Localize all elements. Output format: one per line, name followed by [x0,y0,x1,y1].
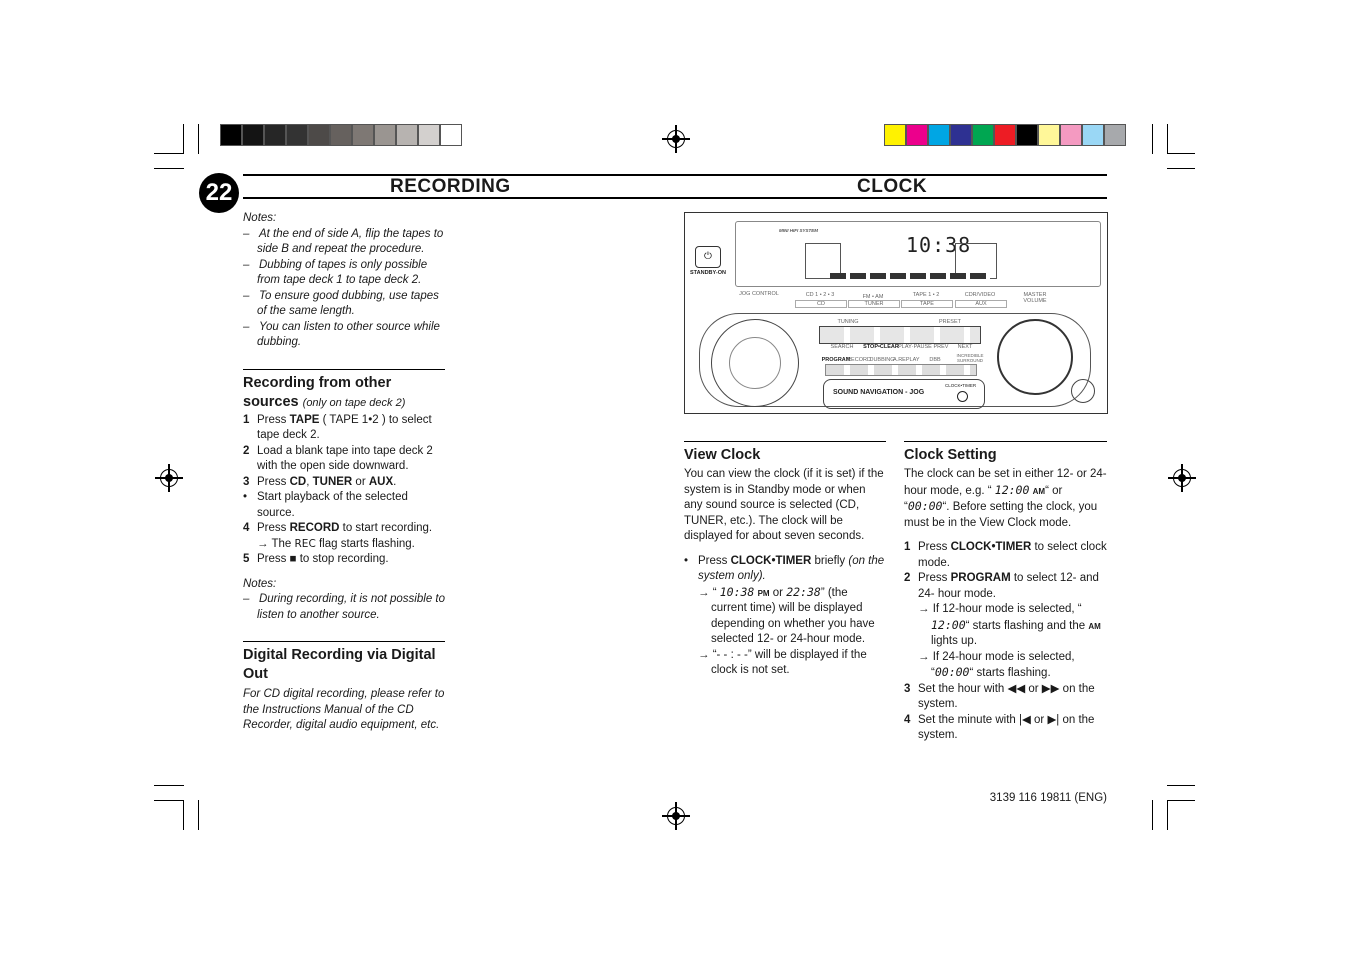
registration-mark-left [160,469,178,487]
registration-mark-bottom [667,807,685,825]
program-label: PROGRAM [821,357,851,363]
color-swatch [352,124,374,146]
source-tape: TAPE [901,300,953,308]
clock-timer-button [957,391,968,402]
dbb-label: DBB [929,357,941,363]
heading-view-clock: View Clock [684,447,761,463]
color-swatch [418,124,440,146]
heading-clock-setting: Clock Setting [904,447,997,463]
footer-code: 3139 116 19811 (ENG) [989,792,1107,804]
brand-label: MINI HIFI SYSTEM [779,228,819,233]
registration-mark-right [1173,469,1191,487]
source-top-cdr: CDR/VIDEO [964,292,996,298]
view-clock-text: You can view the clock (if it is set) if the system is in Standby mode or when any sound source is selected (CD, TUNER, etc.). The clock will be displayed for about seven seconds. [684,468,884,542]
clock-step-2: 2 Press PROGRAM to select 12- and 24- hour mode. [904,572,1099,600]
color-swatch [1016,124,1038,146]
clock-step-2-result-2: → If 24-hour mode is selected, “00:00“ starts flashing. [918,650,1075,679]
stop-clear-label: STOP•CLEAR [863,344,899,350]
color-swatch [396,124,418,146]
prev-label: PREV [933,344,949,350]
view-clock-bullet: • Press CLOCK•TIMER briefly (on the system only). [684,554,885,582]
hifi-system-illustration [684,212,1108,414]
header-rule-top [243,174,1107,176]
headphone-jack [1071,379,1095,403]
transport-buttons [819,326,981,344]
section-rule [243,641,445,642]
step-3: 3 Press CD, TUNER or AUX. [243,475,397,488]
color-swatch [884,124,906,146]
header-rule-bottom [243,197,1107,199]
color-swatch [994,124,1016,146]
view-clock-result-2: → “- - : - -” will be displayed if the clock is not set. [698,648,867,676]
notes-label: Notes: [243,212,277,224]
master-volume-knob [997,319,1073,395]
step-2: 2 Load a blank tape into tape deck 2 with the open side downward. [243,444,433,472]
color-swatch [1104,124,1126,146]
preset-label: PRESET [938,319,961,325]
clock-setting-intro: The clock can be set in either 12- or 24-hour mode, e.g. “ 12:00 AM“ or “00:00“. Before setting the clock, you must be in the View Clock mode. [904,468,1107,529]
next-label: NEXT [957,344,973,350]
note-item: – At the end of side A, flip the tapes to side B and repeat the procedure. [243,227,444,255]
heading-digital-recording: Digital Recording via Digital Out [243,647,436,682]
record-label: RECORD [847,357,871,363]
section-title-clock: CLOCK [857,176,928,197]
registration-mark-top [667,130,685,148]
jog-dial-inner [729,337,781,389]
step-5: 5 Press ■ to stop recording. [243,553,389,565]
heading-recording-other-sources: Recording from other sources (only on tape deck 2) [243,374,406,410]
step-bullet: • Start playback of the selected source. [243,491,408,519]
note-item: – During recording, it is not possible to listen to another source. [243,593,445,621]
tuning-label: TUNING [837,319,859,325]
clock-setting-column [904,441,1107,744]
note-item: – Dubbing of tapes is only possible from tape deck 1 to tape deck 2. [243,258,428,286]
color-swatch [374,124,396,146]
color-swatch [1082,124,1104,146]
source-cd: CD [795,300,847,308]
color-swatch [1038,124,1060,146]
digital-recording-text: For CD digital recording, please refer to the Instructions Manual of the CD Recorder, digital audio equipment, etc. [243,688,445,731]
step-4-result: → The REC flag starts flashing. [257,537,415,550]
source-tuner: TUNER [848,300,900,308]
clock-step-4: 4 Set the minute with |◀ or ▶| on the system. [904,713,1095,741]
standby-label: STANDBY-ON [690,270,726,276]
color-swatch [220,124,242,146]
areplay-label: A.REPLAY [893,357,920,363]
sound-navigation-label: SOUND NAVIGATION - JOG [833,389,925,396]
incredible-surround-label: INCREDIBLE SURROUND [956,353,984,363]
step-4: 4 Press RECORD to start recording. [243,522,433,534]
color-swatch [242,124,264,146]
source-top-tape: TAPE 1 • 2 [912,292,940,298]
step-1: 1 Press TAPE ( TAPE 1•2 ) to select tape deck 2. [243,413,432,441]
source-top-fm: FM • AM [862,294,884,300]
note-item: – You can listen to other source while dubbing. [243,320,440,348]
section-rule [684,441,886,442]
color-swatch [928,124,950,146]
source-aux: AUX [955,300,1007,308]
section-rule [904,441,1107,442]
color-swatch [1060,124,1082,146]
color-swatch [906,124,928,146]
clock-step-2-result-1: → If 12-hour mode is selected, “ 12:00“ starts flashing and the AM lights up. [918,603,1101,647]
view-clock-column [684,441,886,679]
left-column [243,211,445,734]
color-swatch [972,124,994,146]
source-top-cd: CD 1 • 2 • 3 [805,292,835,298]
color-swatch [308,124,330,146]
color-swatch [264,124,286,146]
color-swatch [286,124,308,146]
section-rule [243,369,445,370]
master-volume-label: MASTER VOLUME [1023,292,1047,304]
clock-step-1: 1 Press CLOCK•TIMER to select clock mode. [904,541,1107,569]
notes-label: Notes: [243,577,277,590]
function-buttons [825,364,977,376]
page-number-badge: 22 [199,173,239,213]
note-item: – To ensure good dubbing, use tapes of the same length. [243,289,439,317]
play-pause-label: PLAY·PAUSE [898,344,932,350]
standby-button: ⏻ [695,246,721,268]
display-time: 10:38 [906,233,972,257]
color-swatch [950,124,972,146]
clock-timer-label: CLOCK•TIMER [945,383,977,388]
view-clock-result-1: → “ 10:38 PM or 22:38” (the current time) will be displayed depending on whether you have selected 12- or 24-hour mode. [698,584,875,645]
color-swatch [330,124,352,146]
level-meter [830,273,990,279]
jog-control-label: JOG CONTROL [739,291,779,297]
section-title-recording: RECORDING [390,176,511,197]
search-label: SEARCH [830,344,854,350]
color-swatch [440,124,462,146]
clock-step-3: 3 Set the hour with ◀◀ or ▶▶ on the system. [904,682,1095,710]
dubbing-label: DUBBING [869,357,895,363]
